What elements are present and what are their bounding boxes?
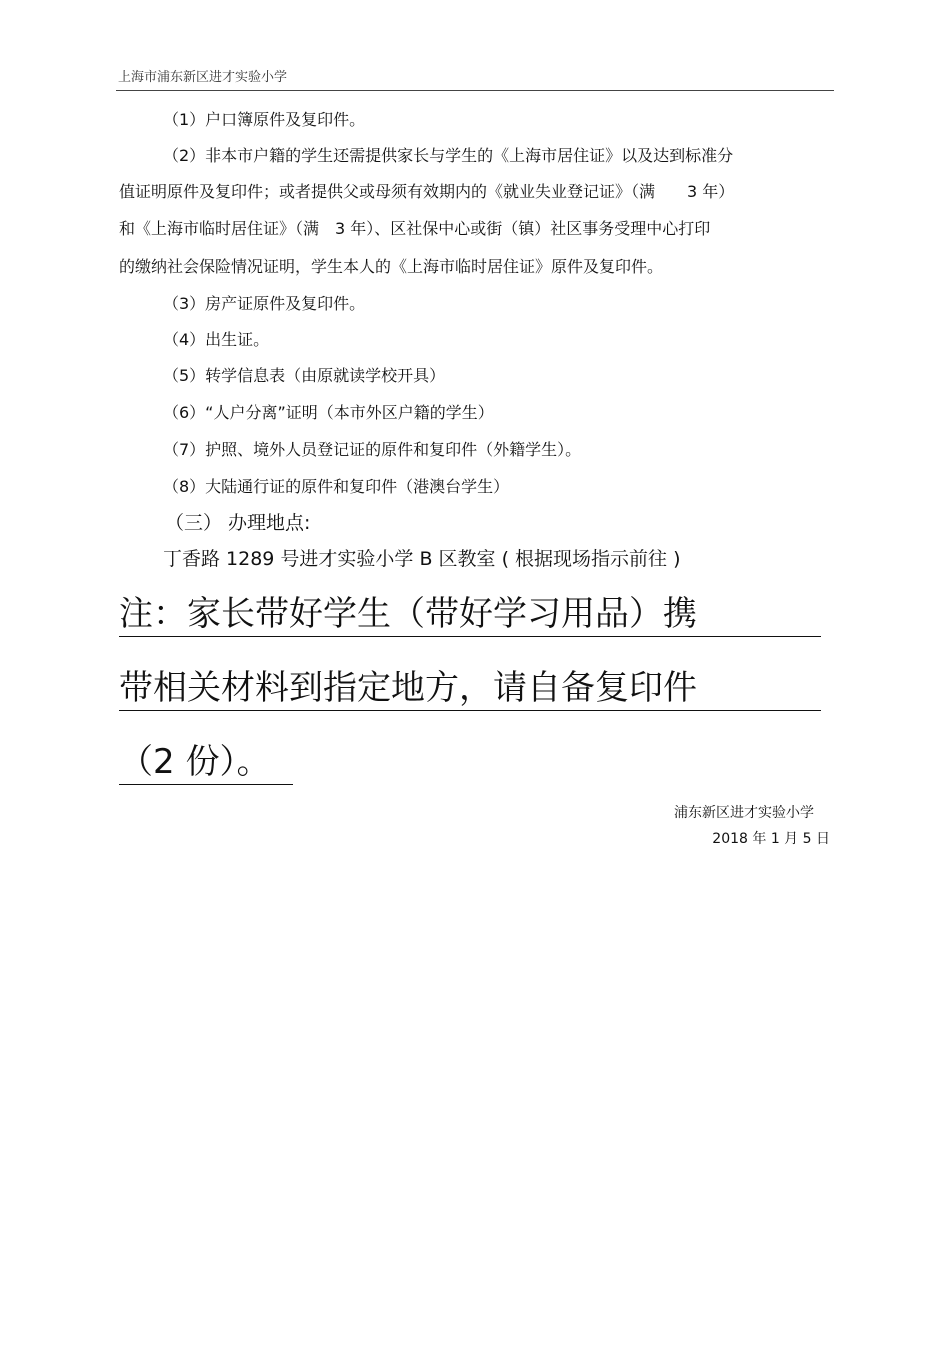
item-2-line-3: 和《上海市临时居住证》（满 3 年）、区社保中心或街（镇）社区事务受理中心打印: [119, 219, 711, 238]
item-8: （8）大陆通行证的原件和复印件（港澳台学生）: [163, 477, 510, 496]
item-2-line-1: （2）非本市户籍的学生还需提供家长与学生的《上海市居住证》以及达到标准分: [163, 146, 734, 165]
section-3-address: 丁香路 1289 号进才实验小学 B 区教室 ( 根据现场指示前往 ): [163, 548, 681, 570]
item-1: （1）户口簿原件及复印件。: [163, 110, 366, 129]
page-header: 上海市浦东新区进才实验小学: [118, 70, 288, 85]
note-line-2: 带相关材料到指定地方，请自备复印件: [119, 666, 821, 711]
item-6: （6）“人户分离”证明（本市外区户籍的学生）: [163, 403, 494, 422]
item-3: （3）房产证原件及复印件。: [163, 294, 366, 313]
signature-org: 浦东新区进才实验小学: [674, 805, 814, 821]
item-2-line-4: 的缴纳社会保险情况证明，学生本人的《上海市临时居住证》原件及复印件。: [119, 257, 664, 276]
item-5: （5）转学信息表（由原就读学校开具）: [163, 366, 446, 385]
section-3-heading: （三） 办理地点:: [165, 512, 311, 534]
item-4: （4）出生证。: [163, 330, 270, 349]
item-2-line-2: 值证明原件及复印件；或者提供父或母须有效期内的《就业失业登记证》（满 3 年）: [119, 182, 735, 201]
signature-date: 2018 年 1 月 5 日: [712, 831, 830, 847]
header-divider: [116, 90, 834, 91]
item-7: （7）护照、境外人员登记证的原件和复印件（外籍学生）。: [163, 440, 582, 459]
note-line-3: （2 份）。: [119, 740, 293, 785]
note-line-1: 注：家长带好学生（带好学习用品）携: [119, 592, 821, 637]
